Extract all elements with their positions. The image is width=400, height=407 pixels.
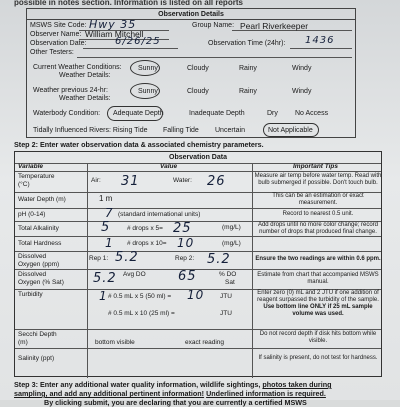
hardness-result[interactable]: 10 — [177, 236, 195, 250]
secchi-unit: (m) — [18, 339, 28, 346]
ph-value[interactable]: 7 — [105, 206, 114, 220]
group-label: Group Name: — [192, 22, 235, 29]
time-label: Observation Time (24hr): — [208, 40, 286, 47]
air-label: Air: — [91, 177, 101, 184]
rep2-value[interactable]: 5.2 — [207, 252, 231, 267]
turbidity-unit2: JTU — [220, 310, 232, 317]
ph-label: pH (0-14) — [18, 211, 46, 218]
tidal-selected-circle — [263, 123, 319, 137]
water-value[interactable]: 26 — [207, 174, 226, 189]
step2-title: Step 2: Enter water observation data & associated chemistry parameters. — [14, 140, 264, 149]
alkalinity-drops[interactable]: 5 — [101, 220, 111, 235]
temperature-tip: Measure air temp before water temp. Read with bulb submerged if possible. Don't touch bulb. — [254, 173, 382, 186]
current-weather-rainy[interactable]: Rainy — [239, 65, 257, 72]
hardness-drops-label: # drops x 10= — [127, 240, 167, 247]
do-sat-value[interactable]: 65 — [178, 269, 197, 284]
temperature-label: Temperature — [18, 173, 55, 180]
do-ppm-label: Dissolved — [18, 253, 47, 260]
turbidity-count[interactable]: 1 — [99, 289, 108, 303]
salinity-tip: If salinity is present, do not test for hardness. — [258, 355, 378, 361]
turbidity-unit1: JTU — [220, 293, 232, 300]
hardness-unit: (mg/L) — [222, 240, 241, 247]
observer-value[interactable]: William Mitchell — [85, 29, 144, 39]
hardness-label: Total Hardness — [18, 240, 62, 247]
waterbody-label: Waterbody Condition: — [33, 110, 101, 117]
salinity-label: Salinity (ppt) — [18, 355, 55, 362]
tidal-falling[interactable]: Falling Tide — [163, 127, 199, 134]
turbidity-line1: # 0.5 mL x 5 (50 ml) = — [108, 293, 172, 300]
col-variable: Variable — [18, 163, 44, 170]
turbidity-tip: Enter zero (0) mL and 2 JTU if one addition of reagent surpassed the turbidity of the sample. Use bottom line ONLY if 25 mL sample volume was used. — [257, 290, 379, 317]
tidal-not-applicable[interactable]: Not Applicable — [268, 127, 313, 134]
site-code-label: MSWS Site Code: — [30, 22, 87, 29]
col-tips: Important Tips — [293, 163, 339, 170]
secchi-bottom-visible[interactable]: bottom visible — [95, 339, 135, 346]
testers-label: Other Testers: — [30, 49, 74, 56]
secchi-tip: Do not record depth if disk hits bottom while visible. — [259, 331, 377, 344]
depth-tip: This can be an estimation or exact measurement. — [272, 193, 364, 206]
do-ppm-tip: Ensure the two readings are within 0.6 ppm. — [255, 256, 381, 262]
prev-weather-rainy[interactable]: Rainy — [239, 88, 257, 95]
avg-do-value[interactable]: 5.2 — [93, 271, 117, 286]
do-sat-sat-label: Sat — [225, 279, 235, 286]
date-value[interactable]: 6/26/25 — [115, 36, 161, 47]
prev-weather-selected-circle — [130, 83, 160, 99]
step3-text: Step 3: Enter any additional water quality information, wildlife sightings, photos taken during sampling, and add any additional pertinent information! Underlined information is required. By clicking submit, you are declaring that you are currently a certified MSWS — [14, 380, 332, 407]
hardness-drops[interactable]: 1 — [105, 236, 114, 250]
depth-label: Water Depth (m) — [18, 196, 66, 203]
tidal-label: Tidally Influenced Rivers: Rising Tide — [33, 127, 148, 134]
prev-weather-sunny[interactable]: Sunny — [138, 88, 158, 95]
observation-details-header: Observation Details — [27, 9, 355, 20]
secchi-label: Secchi Depth — [18, 331, 57, 338]
col-value: Value — [160, 163, 178, 170]
waterbody-selected-circle — [107, 106, 163, 121]
prev-weather-label: Weather previous 24-hr: — [33, 87, 108, 94]
group-value[interactable]: Pearl Riverkeeper — [240, 21, 309, 31]
current-weather-windy[interactable]: Windy — [292, 65, 312, 72]
site-code-value[interactable]: Hwy 35 — [89, 18, 137, 31]
observer-label: Observer Name: — [30, 31, 82, 38]
observation-details-box — [26, 8, 356, 138]
avg-do-label: Avg DO — [123, 271, 146, 278]
temperature-unit: (°C) — [18, 181, 30, 188]
table-header: Observation Data — [169, 154, 227, 161]
tidal-uncertain[interactable]: Uncertain — [215, 127, 245, 134]
depth-value[interactable]: 1 m — [99, 194, 113, 203]
top-note: possible in notes section. Information is listed on all reports — [14, 0, 243, 7]
secchi-exact-reading[interactable]: exact reading — [185, 339, 225, 346]
do-ppm-label-2: Oxygen (ppm) — [18, 261, 60, 268]
current-weather-sunny[interactable]: Sunny — [138, 65, 158, 72]
turbidity-line2: # 0.5 mL x 10 (25 ml) = — [108, 310, 175, 317]
alkalinity-unit: (mg/L) — [222, 224, 241, 231]
date-label: Observation Date: — [30, 40, 87, 47]
ph-note: (standard international units) — [118, 211, 201, 218]
waterbody-no-access[interactable]: No Access — [295, 110, 329, 117]
observation-data-table — [14, 151, 382, 377]
do-sat-tip: Estimate from chart that accompanied MSWS manual. — [257, 272, 379, 285]
current-weather-selected-circle — [130, 60, 160, 76]
ph-tip: Record to nearest 0.5 unit. — [282, 211, 354, 217]
current-weather-details-label: Weather Details: — [59, 72, 111, 79]
rep2-label: Rep 2: — [175, 255, 195, 262]
prev-weather-details-label: Weather Details: — [59, 95, 111, 102]
air-value[interactable]: 31 — [121, 174, 140, 189]
waterbody-dry[interactable]: Dry — [267, 110, 278, 117]
prev-weather-windy[interactable]: Windy — [292, 88, 312, 95]
prev-weather-cloudy[interactable]: Cloudy — [187, 88, 209, 95]
rep1-label: Rep 1: — [89, 255, 109, 262]
do-sat-label: Dissolved — [18, 271, 47, 278]
alkalinity-label: Total Alkalinity — [18, 225, 59, 232]
current-weather-label: Current Weather Conditions: — [33, 64, 122, 71]
do-sat-label-2: Oxygen (% Sat) — [18, 279, 64, 286]
waterbody-inadequate[interactable]: Inadequate Depth — [189, 110, 245, 117]
rep1-value[interactable]: 5.2 — [115, 250, 139, 265]
waterbody-adequate[interactable]: Adequate Depth — [113, 110, 164, 117]
alkalinity-drops-label: # drops x 5= — [127, 225, 163, 232]
alkalinity-tip: Add drops until no more color change; record number of drops that produced final change. — [257, 222, 379, 235]
do-sat-pct-label: % DO — [219, 271, 237, 278]
turbidity-label: Turbidity — [18, 291, 43, 298]
alkalinity-result[interactable]: 25 — [173, 221, 192, 236]
water-label: Water: — [173, 177, 192, 184]
time-value[interactable]: 1436 — [305, 35, 335, 46]
turbidity-result[interactable]: 10 — [187, 288, 205, 302]
current-weather-cloudy[interactable]: Cloudy — [187, 65, 209, 72]
